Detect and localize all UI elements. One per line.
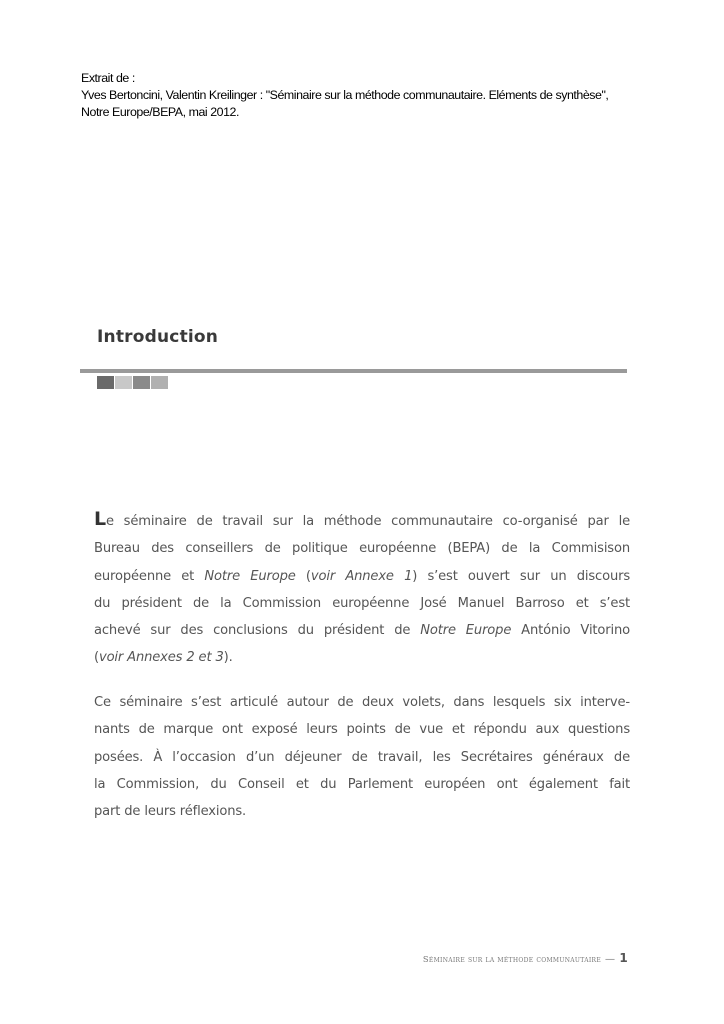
text-span: achevé sur des conclusions du président de xyxy=(94,623,421,639)
excerpt-publisher-date: Notre Europe/BEPA, mai 2012. xyxy=(81,105,239,119)
decorative-square xyxy=(133,376,150,389)
text-span: e séminaire de travail sur la méthode communautaire co-organisé par le xyxy=(105,514,630,529)
text-line xyxy=(94,617,630,644)
text-line xyxy=(94,506,630,535)
intro-paragraph-1 xyxy=(94,506,630,672)
text-line: part de leurs réflexions. xyxy=(94,804,247,820)
page-number: 1 xyxy=(619,951,628,965)
text-span: ( xyxy=(94,650,99,666)
section-divider xyxy=(80,369,627,373)
decorative-square xyxy=(115,376,132,389)
text-line xyxy=(94,563,630,590)
text-line: nants de marque ont exposé leurs points de vue et répondu aux questions xyxy=(94,722,630,738)
text-line: Bureau des conseillers de politique européenne (BEPA) de la Commisison xyxy=(94,541,630,557)
section-title: Introduction xyxy=(97,327,219,347)
emphasis-notre-europe: Notre Europe xyxy=(420,623,512,639)
excerpt-citation xyxy=(81,70,681,121)
intro-paragraph-2 xyxy=(94,689,630,825)
emphasis-notre-europe: Notre Europe xyxy=(204,568,296,584)
text-line xyxy=(94,644,630,671)
text-line: posées. À l’occasion d’un déjeuner de travail, les Secrétaires généraux de xyxy=(94,749,630,765)
footer-dash: — xyxy=(605,954,616,965)
page-footer xyxy=(423,951,628,965)
drop-cap: L xyxy=(94,508,106,530)
text-span: António Vitorino xyxy=(511,623,631,639)
emphasis-annex-ref: voir Annexe 1 xyxy=(310,568,413,584)
decorative-square xyxy=(151,376,168,389)
decorative-square xyxy=(97,376,114,389)
text-line: la Commission, du Conseil et du Parlement européen ont également fait xyxy=(94,776,630,792)
emphasis-annex-ref: voir Annexes 2 et 3 xyxy=(98,650,224,666)
excerpt-authors-title: Yves Bertoncini, Valentin Kreilinger : "Séminaire sur la méthode communautaire. Eléments de synthèse", xyxy=(81,88,609,102)
text-span: européenne et xyxy=(94,568,205,584)
excerpt-heading: Extrait de : xyxy=(81,71,135,85)
text-span: ). xyxy=(223,650,233,666)
text-span: ( xyxy=(295,568,311,584)
text-span: ) s’est ouvert sur un discours xyxy=(412,568,631,584)
running-title: Séminaire sur la méthode communautaire xyxy=(422,954,602,964)
text-line: du président de la Commission européenne José Manuel Barroso et s’est xyxy=(94,595,630,611)
text-line: Ce séminaire s’est articulé autour de deux volets, dans lesquels six interve- xyxy=(94,695,630,710)
